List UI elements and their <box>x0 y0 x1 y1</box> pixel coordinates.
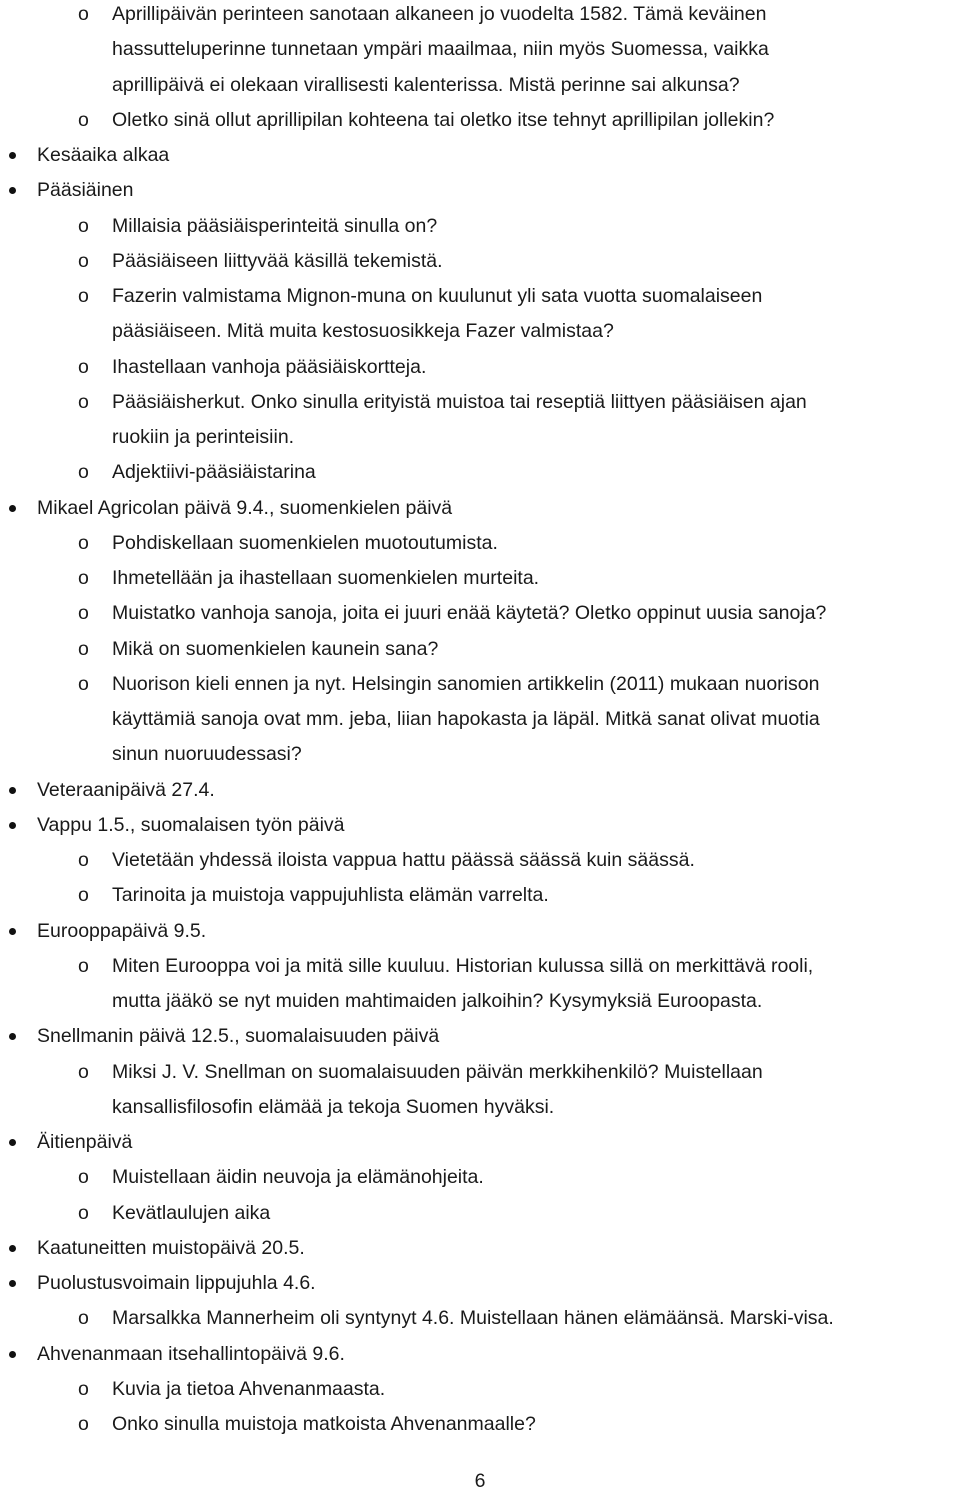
sub-list-item <box>0 102 960 138</box>
list-item <box>0 807 960 843</box>
bullet-icon <box>9 505 16 512</box>
bullet-icon <box>9 822 16 829</box>
item-text: Kesäaika alkaa <box>37 144 170 166</box>
item-text: Pääsiäinen <box>37 179 134 202</box>
sub-list-item <box>0 736 960 772</box>
sub-bullet-marker: o <box>78 390 89 413</box>
sub-list-item <box>0 349 960 385</box>
sub-bullet-marker: o <box>78 1413 89 1435</box>
sub-list-item <box>0 842 960 878</box>
sub-list-item <box>0 701 960 737</box>
list-item <box>0 490 960 526</box>
sub-list-item <box>0 525 960 561</box>
list-item <box>0 913 960 949</box>
item-text: Mikael Agricolan päivä 9.4., suomenkielen päivä <box>37 496 453 519</box>
sub-bullet-marker: o <box>78 602 89 625</box>
sub-list-item <box>0 1406 960 1442</box>
bullet-icon <box>9 1139 16 1146</box>
item-text: ruokiin ja perinteisiin. <box>112 426 295 448</box>
sub-bullet-marker: o <box>78 1307 89 1330</box>
sub-list-item <box>0 1300 960 1336</box>
item-text: Pohdiskellaan suomenkielen muotoutumista. <box>112 531 498 554</box>
item-text: Kaatuneitten muistopäivä 20.5. <box>37 1236 305 1259</box>
sub-list-item <box>0 278 960 314</box>
item-text: Ahvenanmaan itsehallintopäivä 9.6. <box>37 1342 345 1365</box>
sub-bullet-marker: o <box>78 108 89 131</box>
sub-bullet-marker: o <box>78 672 89 695</box>
sub-bullet-marker: o <box>78 567 89 589</box>
page-number: 6 <box>474 1470 486 1492</box>
item-text: Miten Eurooppa voi ja mitä sille kuuluu. Historian kulussa sillä on merkittävä rooli, <box>112 954 814 977</box>
sub-bullet-marker: o <box>78 849 89 871</box>
item-text: Kuvia ja tietoa Ahvenanmaasta. <box>112 1377 386 1400</box>
list-item <box>0 1265 960 1301</box>
list-item <box>0 137 960 173</box>
item-text: Millaisia pääsiäisperinteitä sinulla on? <box>112 214 438 237</box>
bullet-icon <box>9 787 16 794</box>
sub-list-item <box>0 313 960 349</box>
item-text: sinun nuoruudessasi? <box>112 743 302 766</box>
sub-list-item <box>0 560 960 596</box>
item-text: Eurooppapäivä 9.5. <box>37 919 207 942</box>
list-item <box>0 1230 960 1266</box>
bullet-icon <box>9 1280 16 1287</box>
item-text: kansallisfilosofin elämää ja tekoja Suomen hyväksi. <box>112 1095 555 1118</box>
list-item <box>0 172 960 208</box>
item-text: Ihmetellään ja ihastellaan suomenkielen murteita. <box>112 567 540 589</box>
sub-bullet-marker: o <box>78 1201 89 1224</box>
item-text: hassutteluperinne tunnetaan ympäri maailmaa, niin myös Suomessa, vaikka <box>112 38 769 61</box>
sub-list-item <box>0 1159 960 1195</box>
item-text: Adjektiivi-pääsiäistarina <box>112 461 316 484</box>
sub-list-item <box>0 631 960 667</box>
item-text: Snellmanin päivä 12.5., suomalaisuuden päivä <box>37 1025 440 1048</box>
sub-bullet-marker: o <box>78 531 89 554</box>
sub-list-item <box>0 0 960 32</box>
item-text: Fazerin valmistama Mignon-muna on kuulunut yli sata vuotta suomalaiseen <box>112 285 763 307</box>
item-text: Vietetään yhdessä iloista vappua hattu päässä säässä kuin säässä. <box>112 849 695 871</box>
bullet-icon <box>9 928 16 935</box>
sub-list-item <box>0 384 960 420</box>
item-text: Puolustusvoimain lippujuhla 4.6. <box>37 1272 316 1294</box>
item-text: Muistellaan äidin neuvoja ja elämänohjeita. <box>112 1166 484 1189</box>
item-text: Pääsiäiseen liittyvää käsillä tekemistä. <box>112 249 443 272</box>
item-text: Tarinoita ja muistoja vappujuhlista elämän varrelta. <box>112 884 549 907</box>
sub-bullet-marker: o <box>78 1060 89 1083</box>
sub-list-item <box>0 983 960 1019</box>
sub-bullet-marker: o <box>78 249 89 272</box>
item-text: mutta jääkö se nyt muiden mahtimaiden jalkoihin? Kysymyksiä Euroopasta. <box>112 990 763 1012</box>
sub-bullet-marker: o <box>78 1377 89 1400</box>
item-text: Aprillipäivän perinteen sanotaan alkaneen jo vuodelta 1582. Tämä keväinen <box>112 3 767 25</box>
item-text: käyttämiä sanoja ovat mm. jeba, liian hapokasta ja läpäl. Mitkä sanat olivat muotia <box>112 708 820 730</box>
sub-list-item <box>0 1054 960 1090</box>
sub-list-item <box>0 67 960 103</box>
bullet-icon <box>9 1245 16 1252</box>
sub-list-item <box>0 666 960 702</box>
item-text: Oletko sinä ollut aprillipilan kohteena tai oletko itse tehnyt aprillipilan jollekin? <box>112 108 775 131</box>
sub-bullet-marker: o <box>78 214 89 237</box>
sub-list-item <box>0 1371 960 1407</box>
list-item <box>0 772 960 808</box>
list-item <box>0 1124 960 1160</box>
sub-bullet-marker: o <box>78 461 89 484</box>
sub-bullet-marker: o <box>78 3 89 25</box>
item-text: Kevätlaulujen aika <box>112 1201 271 1224</box>
item-text: Pääsiäisherkut. Onko sinulla erityistä muistoa tai reseptiä liittyen pääsiäisen ajan <box>112 390 807 413</box>
bullet-icon <box>9 152 16 159</box>
item-text: Marsalkka Mannerheim oli syntynyt 4.6. Muistellaan hänen elämäänsä. Marski-visa. <box>112 1307 834 1330</box>
bullet-icon <box>9 187 16 194</box>
item-text: Onko sinulla muistoja matkoista Ahvenanmaalle? <box>112 1413 536 1435</box>
sub-list-item <box>0 419 960 455</box>
item-text: Äitienpäivä <box>37 1131 133 1153</box>
bullet-icon <box>9 1033 16 1040</box>
item-text: Ihastellaan vanhoja pääsiäiskortteja. <box>112 355 427 378</box>
item-text: Vappu 1.5., suomalaisen työn päivä <box>37 813 345 836</box>
sub-list-item <box>0 208 960 244</box>
sub-list-item <box>0 595 960 631</box>
item-text: pääsiäiseen. Mitä muita kestosuosikkeja Fazer valmistaa? <box>112 320 614 343</box>
item-text: Nuorison kieli ennen ja nyt. Helsingin sanomien artikkelin (2011) mukaan nuorison <box>112 672 820 695</box>
sub-list-item <box>0 948 960 984</box>
sub-list-item <box>0 877 960 913</box>
item-text: Veteraanipäivä 27.4. <box>37 778 215 801</box>
sub-list-item <box>0 1089 960 1125</box>
sub-bullet-marker: o <box>78 355 89 378</box>
sub-bullet-marker: o <box>78 884 89 907</box>
sub-list-item <box>0 31 960 67</box>
item-text: Miksi J. V. Snellman on suomalaisuuden päivän merkkihenkilö? Muistellaan <box>112 1060 763 1083</box>
bullet-icon <box>9 1351 16 1358</box>
list-item <box>0 1018 960 1054</box>
sub-bullet-marker: o <box>78 285 89 307</box>
sub-bullet-marker: o <box>78 637 89 660</box>
item-text: Muistatko vanhoja sanoja, joita ei juuri enää käytetä? Oletko oppinut uusia sanoja? <box>112 602 827 625</box>
list-item <box>0 1336 960 1372</box>
item-text: Mikä on suomenkielen kaunein sana? <box>112 637 439 660</box>
sub-bullet-marker: o <box>78 954 89 977</box>
sub-list-item <box>0 1195 960 1231</box>
sub-list-item <box>0 454 960 490</box>
sub-bullet-marker: o <box>78 1166 89 1189</box>
sub-list-item <box>0 243 960 279</box>
item-text: aprillipäivä ei olekaan virallisesti kalenterissa. Mistä perinne sai alkunsa? <box>112 73 740 96</box>
